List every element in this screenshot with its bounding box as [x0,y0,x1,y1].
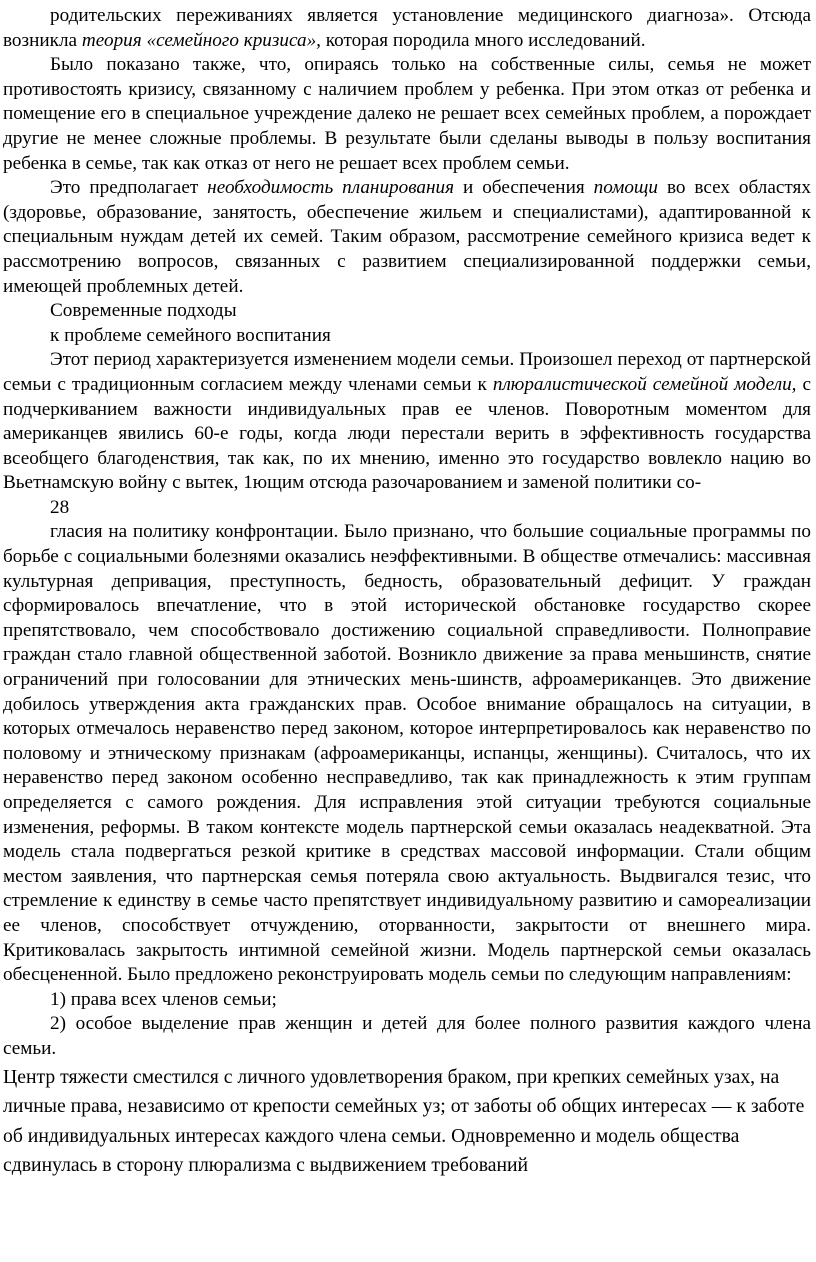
text-run: и обеспечения [454,177,594,199]
italic-term: помощи [593,177,658,199]
text-run: Этот период характеризуется изменением модели семьи. Произошел переход от партнерской семьи с традиционным согласием между членами семьи к [3,349,811,395]
text-run: 1) права всех членов семьи; [50,988,277,1010]
paragraph-p1 [3,4,811,53]
paragraph-p2 [3,53,811,176]
text-run: Было показано также, что, опираясь только на собственные силы, семья не может противостоять кризису, связанному с наличием проблем у ребенка. При этом отказ от ребенка и помещение его в специальное учреждение далеко не решает всех семейных проблем, а порождает другие не менее сложные проблемы. В результате были сделаны выводы в пользу воспитания ребенка в семье, так как отказ от него не решает всех проблем семьи. [3,54,811,174]
text-run: к проблеме семейного воспитания [50,324,331,346]
paragraph-h2 [3,324,811,349]
text-run: которая породила много исследований. [320,29,646,51]
italic-term: плюралистической семейной модели, [492,373,797,395]
text-run: гласия на политику конфронтации. Было признано, что большие социальные программы по борьбе с социальными болезнями оказались неэффективными. В обществе отмечались: массивная культурная депривация, преступность, бедность, образовательный дефицит. У граждан сформировалось впечатление, что в этой исторической обстановке государство скорее препятствовало, чем способствовало достижению социальной справедливости. Полноправие граждан стало главной общественной заботой. Возникло движение за права меньшинств, снятие ограничений при голосовании для этнических мень-шинств, афроамериканцев. Это движение добилось утверждения акта гражданских прав. Особое внимание обращалось на ситуации, в которых отмечалось неравенство перед законом, которое интерпретировалось как неравенство по половому и этническому признакам (афроамериканцы, испанцы, женщины). Считалось, что их неравенство перед законом особенно несправедливо, так как принадлежность к этим группам определяется с самого рождения. Для исправления этой ситуации требуются социальные изменения, реформы. В таком контексте модель партнерской семьи оказалась неадекватной. Эта модель стала подвергаться резкой критике в средствах массовой информации. Стали общим местом заявления, что партнерская семья потеряла свою актуальность. Выдвигался тезис, что стремление к единству в семье часто препятствует индивидуальному развитию и самореализации ее членов, способствует отчуждению, оторванности, закрытости от внешнего мира. Критиковалась закрытость интимной семейной жизни. Модель партнерской семьи оказалась обесцененной. Было предложено реконструировать модель семьи по следующим направлениям: [3,521,811,986]
italic-term: теория «семейного кризиса», [81,29,321,51]
text-run: во всех областях (здоровье, образование, занятость, обеспечение жильем и специалистами), адаптированной к специальным нуждам детей их семей. Таким образом, рассмотрение семейного кризиса ведет к рассмотрению вопросов, связанных с развитием специализированной поддержки семьи, имеющей проблемных детей. [3,177,811,297]
italic-term: необходимость планирования [207,177,455,199]
paragraph-p3 [3,176,811,299]
paragraph-h1 [3,299,811,324]
text-run: 2) особое выделение прав женщин и детей для более полного развития каждого члена семьи. [3,1013,811,1059]
body-text [3,4,811,1062]
text-run: родительских переживаниях является установление медицинского диагноза». Отсюда возникла [3,5,811,51]
paragraph-p4 [3,348,811,496]
paragraph-li1 [3,988,811,1013]
paragraph-p5 [3,520,811,987]
paragraph-pagenum [3,496,811,521]
text-run: Современные подходы [50,300,237,322]
paragraph-li2 [3,1012,811,1061]
text-run: с подчеркиванием важности индивидуальных прав ее членов. Поворотным моментом для американцев явились 60-е годы, когда люди перестали верить в эффективность государства всеобщего благоденствия, так как, по их мнению, именно это государство вовлекло нацию во Вьетнамскую войну с вытек, 1ющим отсюда разочарованием и заменой политики со- [3,373,811,494]
text-run: Это предполагает [50,177,208,199]
text-run: 28 [50,496,70,518]
closing-paragraph: Центр тяжести сместился с личного удовлетворения браком, при крепких семейных узах, на личные права, независимо от крепости семейных уз; от заботы об общих интересах — к заботе об индивидуальных интересах каждого члена семьи. Одновременно и модель общества сдвинулась в сторону плюрализма с выдвижением требований [3,1065,805,1177]
